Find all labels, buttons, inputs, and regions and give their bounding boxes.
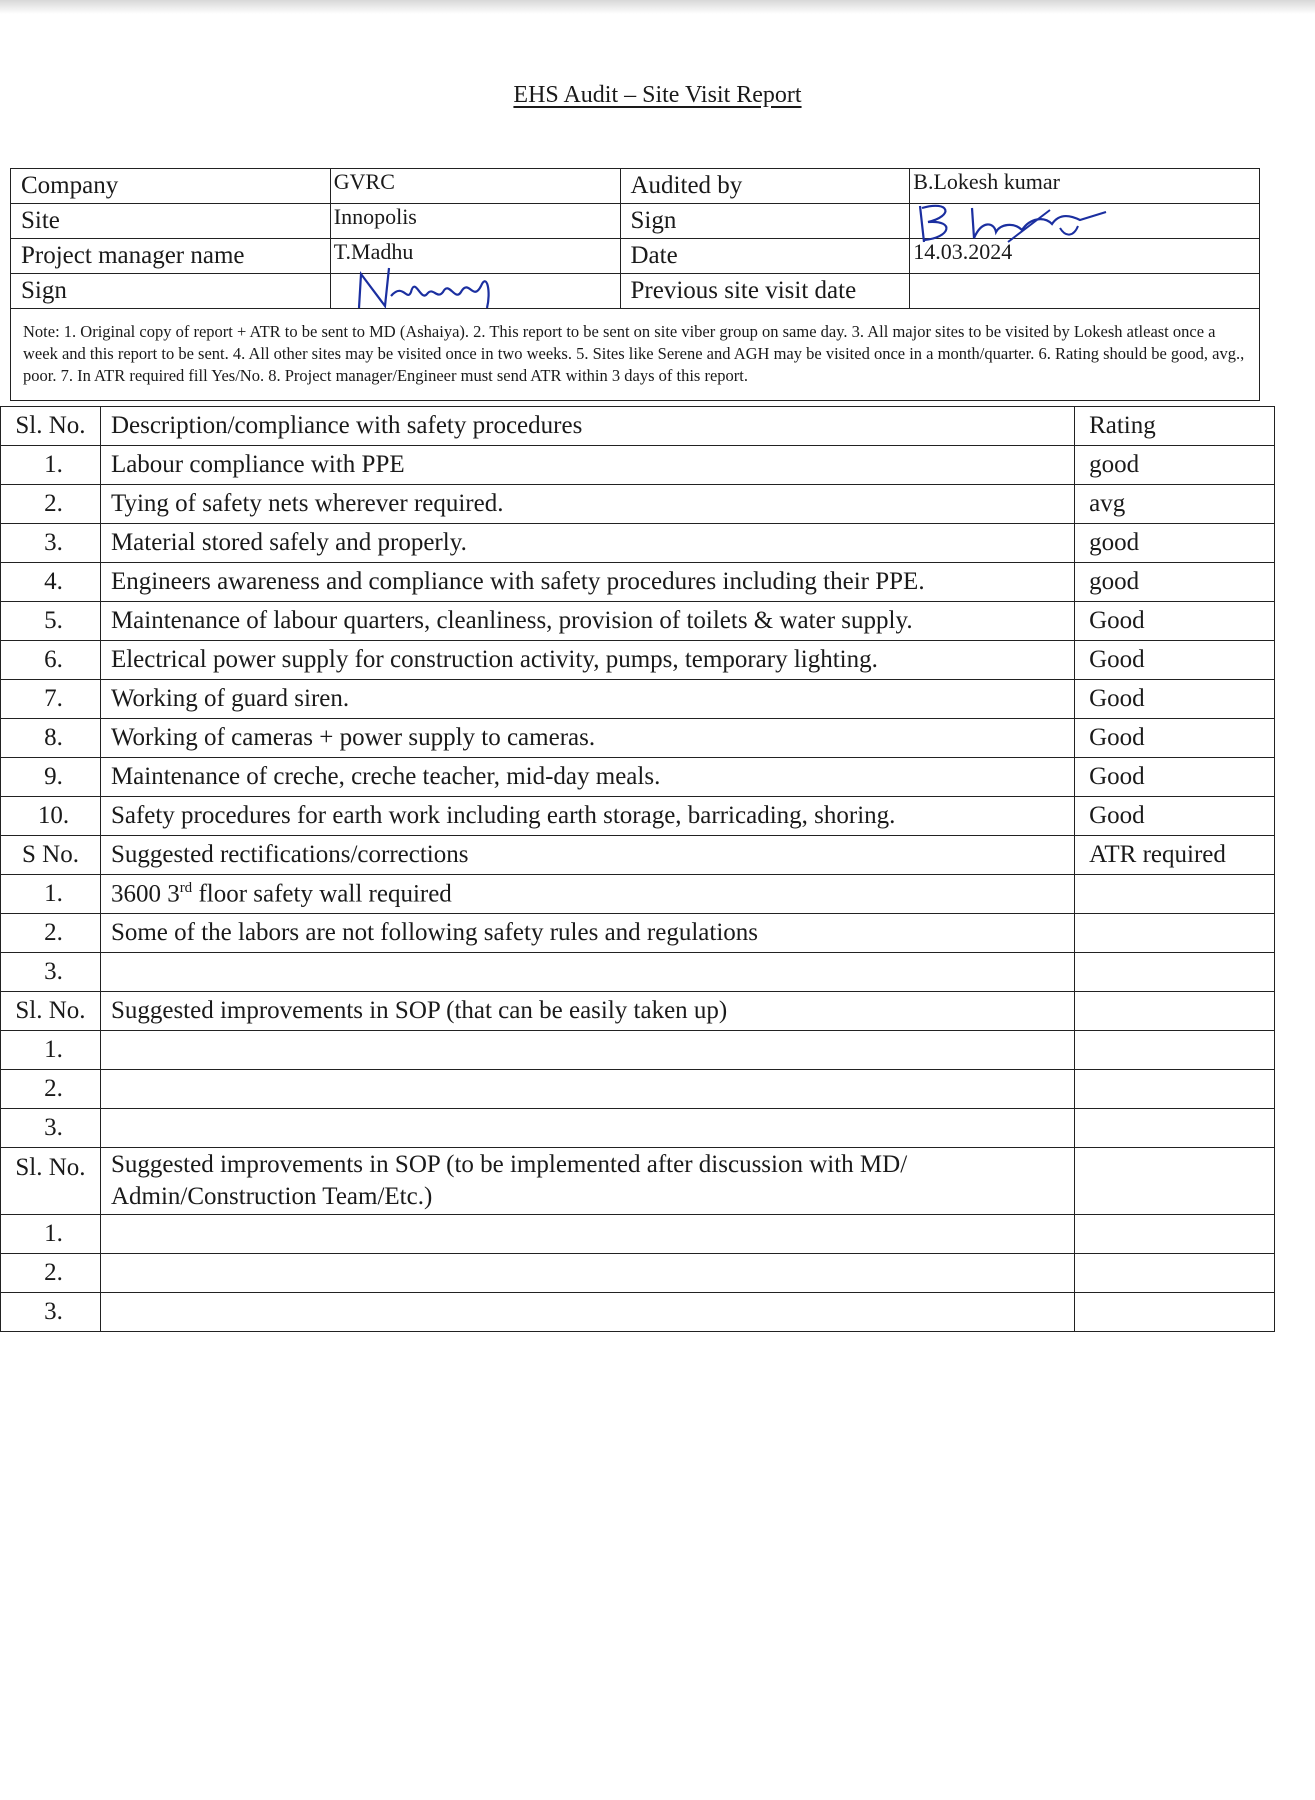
row-description <box>100 1031 1074 1070</box>
row-atr <box>1075 914 1275 953</box>
table-row <box>1 680 1275 719</box>
date-label: Date <box>620 239 910 274</box>
row-number: 2. <box>1 485 101 524</box>
pm-label: Project manager name <box>11 239 331 274</box>
compliance-header-row <box>1 407 1275 446</box>
row-number: 8. <box>1 719 101 758</box>
sop-easy-header-row <box>1 992 1275 1031</box>
row-number: 6. <box>1 641 101 680</box>
table-row <box>1 602 1275 641</box>
row-description: Material stored safely and properly. <box>100 524 1074 563</box>
row-rating: avg <box>1075 485 1275 524</box>
sop-easy-desc-header: Suggested improvements in SOP (that can be easily taken up) <box>100 992 1074 1031</box>
compliance-sl-header: Sl. No. <box>1 407 101 446</box>
row-number: 3. <box>1 1293 101 1332</box>
row-description: Maintenance of labour quarters, cleanliness, provision of toilets & water supply. <box>100 602 1074 641</box>
row-description: Maintenance of creche, creche teacher, mid-day meals. <box>100 758 1074 797</box>
auditor-signature-cell <box>910 204 1260 239</box>
row-description <box>100 875 1074 914</box>
table-row <box>1 953 1275 992</box>
table-row <box>1 1109 1275 1148</box>
rectifications-header-row <box>1 836 1275 875</box>
table-row <box>1 797 1275 836</box>
row-empty <box>1075 1109 1275 1148</box>
row-rating: Good <box>1075 797 1275 836</box>
table-row <box>1 1070 1275 1109</box>
site-row <box>11 204 1260 239</box>
pm-sign-row <box>11 274 1260 309</box>
row-number: 2. <box>1 1254 101 1293</box>
rect-desc-header: Suggested rectifications/corrections <box>100 836 1074 875</box>
sop-easy-sl-header: Sl. No. <box>1 992 101 1031</box>
page-shadow <box>0 0 1315 14</box>
rect-desc-post: floor safety wall required <box>192 880 452 908</box>
row-number: 3. <box>1 1109 101 1148</box>
pm-signature-icon <box>351 262 551 312</box>
row-rating: Good <box>1075 719 1275 758</box>
sop-easy-empty <box>1075 992 1275 1031</box>
row-description: Safety procedures for earth work including earth storage, barricading, shoring. <box>100 797 1074 836</box>
rect-sl-header: S No. <box>1 836 101 875</box>
table-row <box>1 1254 1275 1293</box>
row-atr <box>1075 953 1275 992</box>
row-description: Some of the labors are not following safety rules and regulations <box>100 914 1074 953</box>
header-info-table <box>10 168 1260 401</box>
table-row <box>1 641 1275 680</box>
audited-by-label: Audited by <box>620 169 910 204</box>
row-description <box>100 1109 1074 1148</box>
table-row <box>1 524 1275 563</box>
row-atr <box>1075 875 1275 914</box>
sop-discuss-empty <box>1075 1148 1275 1215</box>
row-number: 5. <box>1 602 101 641</box>
pm-sign-label: Sign <box>11 274 331 309</box>
prev-visit-label: Previous site visit date <box>620 274 910 309</box>
site-value: Innopolis <box>330 204 620 239</box>
table-row <box>1 914 1275 953</box>
site-label: Site <box>11 204 331 239</box>
table-row <box>1 1031 1275 1070</box>
report-title-wrap <box>0 82 1315 109</box>
row-number: 9. <box>1 758 101 797</box>
table-row <box>1 1293 1275 1332</box>
row-number: 4. <box>1 563 101 602</box>
row-description: Labour compliance with PPE <box>100 446 1074 485</box>
atr-header: ATR required <box>1075 836 1275 875</box>
row-empty <box>1075 1031 1275 1070</box>
checklist-table <box>0 406 1275 1332</box>
pm-signature-cell <box>330 274 620 309</box>
row-rating: good <box>1075 524 1275 563</box>
row-rating: Good <box>1075 680 1275 719</box>
date-value: 14.03.2024 <box>910 239 1260 274</box>
row-number: 3. <box>1 953 101 992</box>
row-number: 3. <box>1 524 101 563</box>
row-number: 10. <box>1 797 101 836</box>
row-rating: good <box>1075 563 1275 602</box>
table-row <box>1 875 1275 914</box>
row-number: 7. <box>1 680 101 719</box>
table-row <box>1 485 1275 524</box>
audited-by-value: B.Lokesh kumar <box>910 169 1260 204</box>
auditor-sign-label: Sign <box>620 204 910 239</box>
row-number: 1. <box>1 1215 101 1254</box>
note-row <box>11 309 1260 401</box>
auditor-signature-icon <box>910 198 1130 246</box>
sop-discuss-desc-header: Suggested improvements in SOP (to be implemented after discussion with MD/ Admin/Construction Team/Etc.) <box>100 1148 1074 1215</box>
row-description <box>100 1254 1074 1293</box>
row-empty <box>1075 1215 1275 1254</box>
sop-discuss-sl-header: Sl. No. <box>1 1148 101 1215</box>
prev-visit-value <box>910 274 1260 309</box>
row-rating: Good <box>1075 641 1275 680</box>
company-label: Company <box>11 169 331 204</box>
rating-header: Rating <box>1075 407 1275 446</box>
row-number: 1. <box>1 1031 101 1070</box>
row-rating: Good <box>1075 758 1275 797</box>
compliance-desc-header: Description/compliance with safety procedures <box>100 407 1074 446</box>
row-description <box>100 1215 1074 1254</box>
row-description: Engineers awareness and compliance with safety procedures including their PPE. <box>100 563 1074 602</box>
row-empty <box>1075 1254 1275 1293</box>
row-empty <box>1075 1070 1275 1109</box>
pm-value: T.Madhu <box>330 239 620 274</box>
row-description <box>100 1293 1074 1332</box>
row-number: 1. <box>1 875 101 914</box>
row-rating: Good <box>1075 602 1275 641</box>
rect-desc-pre: 3600 3 <box>110 880 180 908</box>
row-description: Electrical power supply for construction activity, pumps, temporary lighting. <box>100 641 1074 680</box>
row-number: 2. <box>1 914 101 953</box>
row-description <box>100 1070 1074 1109</box>
table-row <box>1 758 1275 797</box>
rect-desc-sup: rd <box>179 879 193 896</box>
row-rating: good <box>1075 446 1275 485</box>
table-row <box>1 1215 1275 1254</box>
row-description: Tying of safety nets wherever required. <box>100 485 1074 524</box>
company-value: GVRC <box>330 169 620 204</box>
row-number: 1. <box>1 446 101 485</box>
report-title: EHS Audit – Site Visit Report <box>513 82 802 108</box>
note-text: Note: 1. Original copy of report + ATR to be sent to MD (Ashaiya). 2. This report to be sent on site viber group on same day. 3. All major sites to be visited by Lokesh atleast once a week and this report to be sent. 4. All other sites may be visited once in two weeks. 5. Sites like Serene and AGH may be visited once in a month/quarter. 6. Rating should be good, avg., poor. 7. In ATR required fill Yes/No. 8. Project manager/Engineer must send ATR within 3 days of this report. <box>11 309 1260 401</box>
sop-discuss-header-row <box>1 1148 1275 1215</box>
table-row <box>1 719 1275 758</box>
table-row <box>1 563 1275 602</box>
row-description <box>100 953 1074 992</box>
row-description: Working of cameras + power supply to cameras. <box>100 719 1074 758</box>
row-number: 2. <box>1 1070 101 1109</box>
table-row <box>1 446 1275 485</box>
row-description: Working of guard siren. <box>100 680 1074 719</box>
row-empty <box>1075 1293 1275 1332</box>
